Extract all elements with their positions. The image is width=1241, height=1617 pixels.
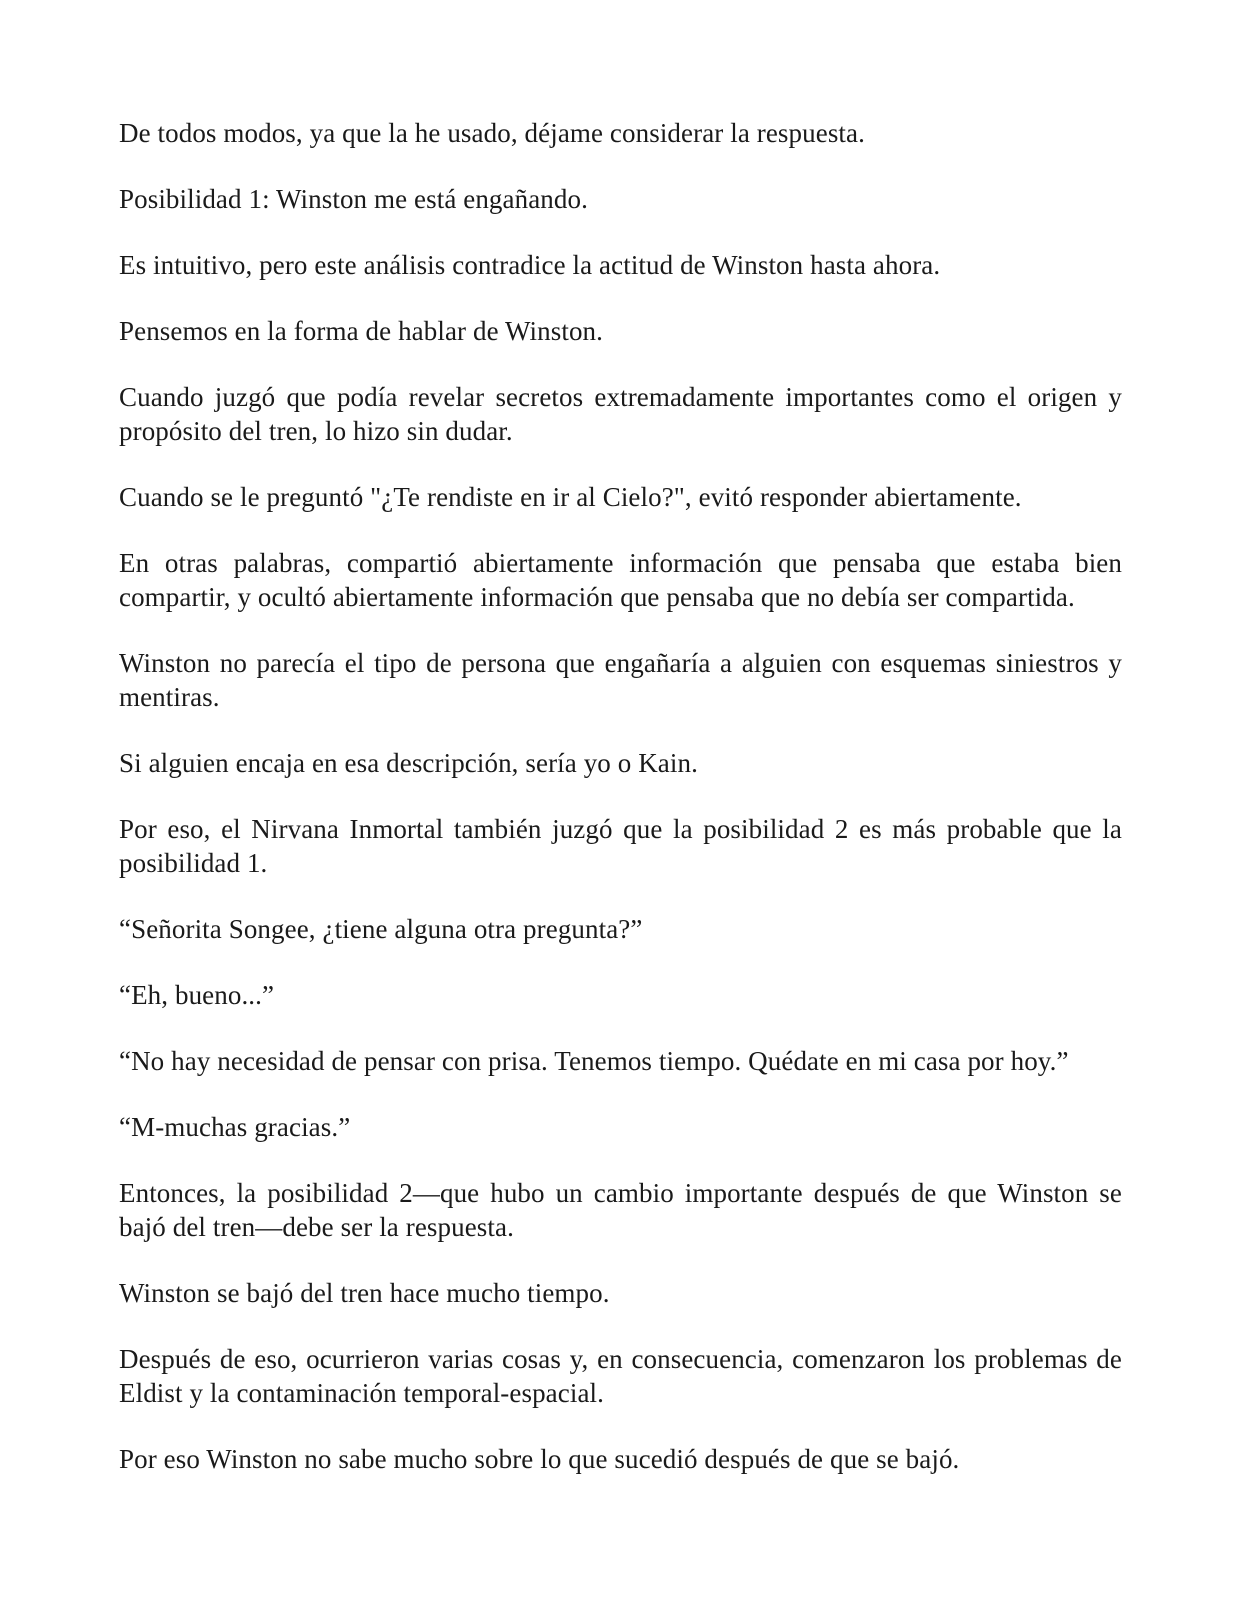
paragraph: Cuando se le preguntó "¿Te rendiste en ir al Cielo?", evitó responder abiertamente. <box>119 482 1022 512</box>
paragraph: Es intuitivo, pero este análisis contradice la actitud de Winston hasta ahora. <box>119 250 941 280</box>
paragraph: Después de eso, ocurrieron varias cosas y, en consecuencia, comenzaron los problemas de Eldist y la contaminación temporal-espacial. <box>119 1344 1122 1408</box>
dialogue-line: “Eh, bueno...” <box>119 980 275 1010</box>
paragraph: De todos modos, ya que la he usado, déjame considerar la respuesta. <box>119 118 865 148</box>
paragraph: Posibilidad 1: Winston me está engañando. <box>119 184 588 214</box>
dialogue-line: “Señorita Songee, ¿tiene alguna otra pregunta?” <box>119 914 643 944</box>
paragraph: Winston se bajó del tren hace mucho tiempo. <box>119 1278 610 1308</box>
dialogue-line: “No hay necesidad de pensar con prisa. Tenemos tiempo. Quédate en mi casa por hoy.” <box>119 1046 1069 1076</box>
paragraph: Entonces, la posibilidad 2—que hubo un cambio importante después de que Winston se bajó del tren—debe ser la respuesta. <box>119 1178 1122 1242</box>
paragraph: Si alguien encaja en esa descripción, sería yo o Kain. <box>119 748 698 778</box>
paragraph: En otras palabras, compartió abiertamente información que pensaba que estaba bien compartir, y ocultó abiertamente información que pensaba que no debía ser compartida. <box>119 548 1122 612</box>
paragraph: Pensemos en la forma de hablar de Winston. <box>119 316 603 346</box>
paragraph: Winston no parecía el tipo de persona que engañaría a alguien con esquemas siniestros y mentiras. <box>119 648 1122 712</box>
paragraph: Por eso Winston no sabe mucho sobre lo que sucedió después de que se bajó. <box>119 1444 960 1474</box>
document-body <box>119 116 1122 1508</box>
dialogue-line: “M-muchas gracias.” <box>119 1112 351 1142</box>
paragraph: Cuando juzgó que podía revelar secretos extremadamente importantes como el origen y propósito del tren, lo hizo sin dudar. <box>119 382 1122 446</box>
paragraph: Por eso, el Nirvana Inmortal también juzgó que la posibilidad 2 es más probable que la posibilidad 1. <box>119 814 1122 878</box>
